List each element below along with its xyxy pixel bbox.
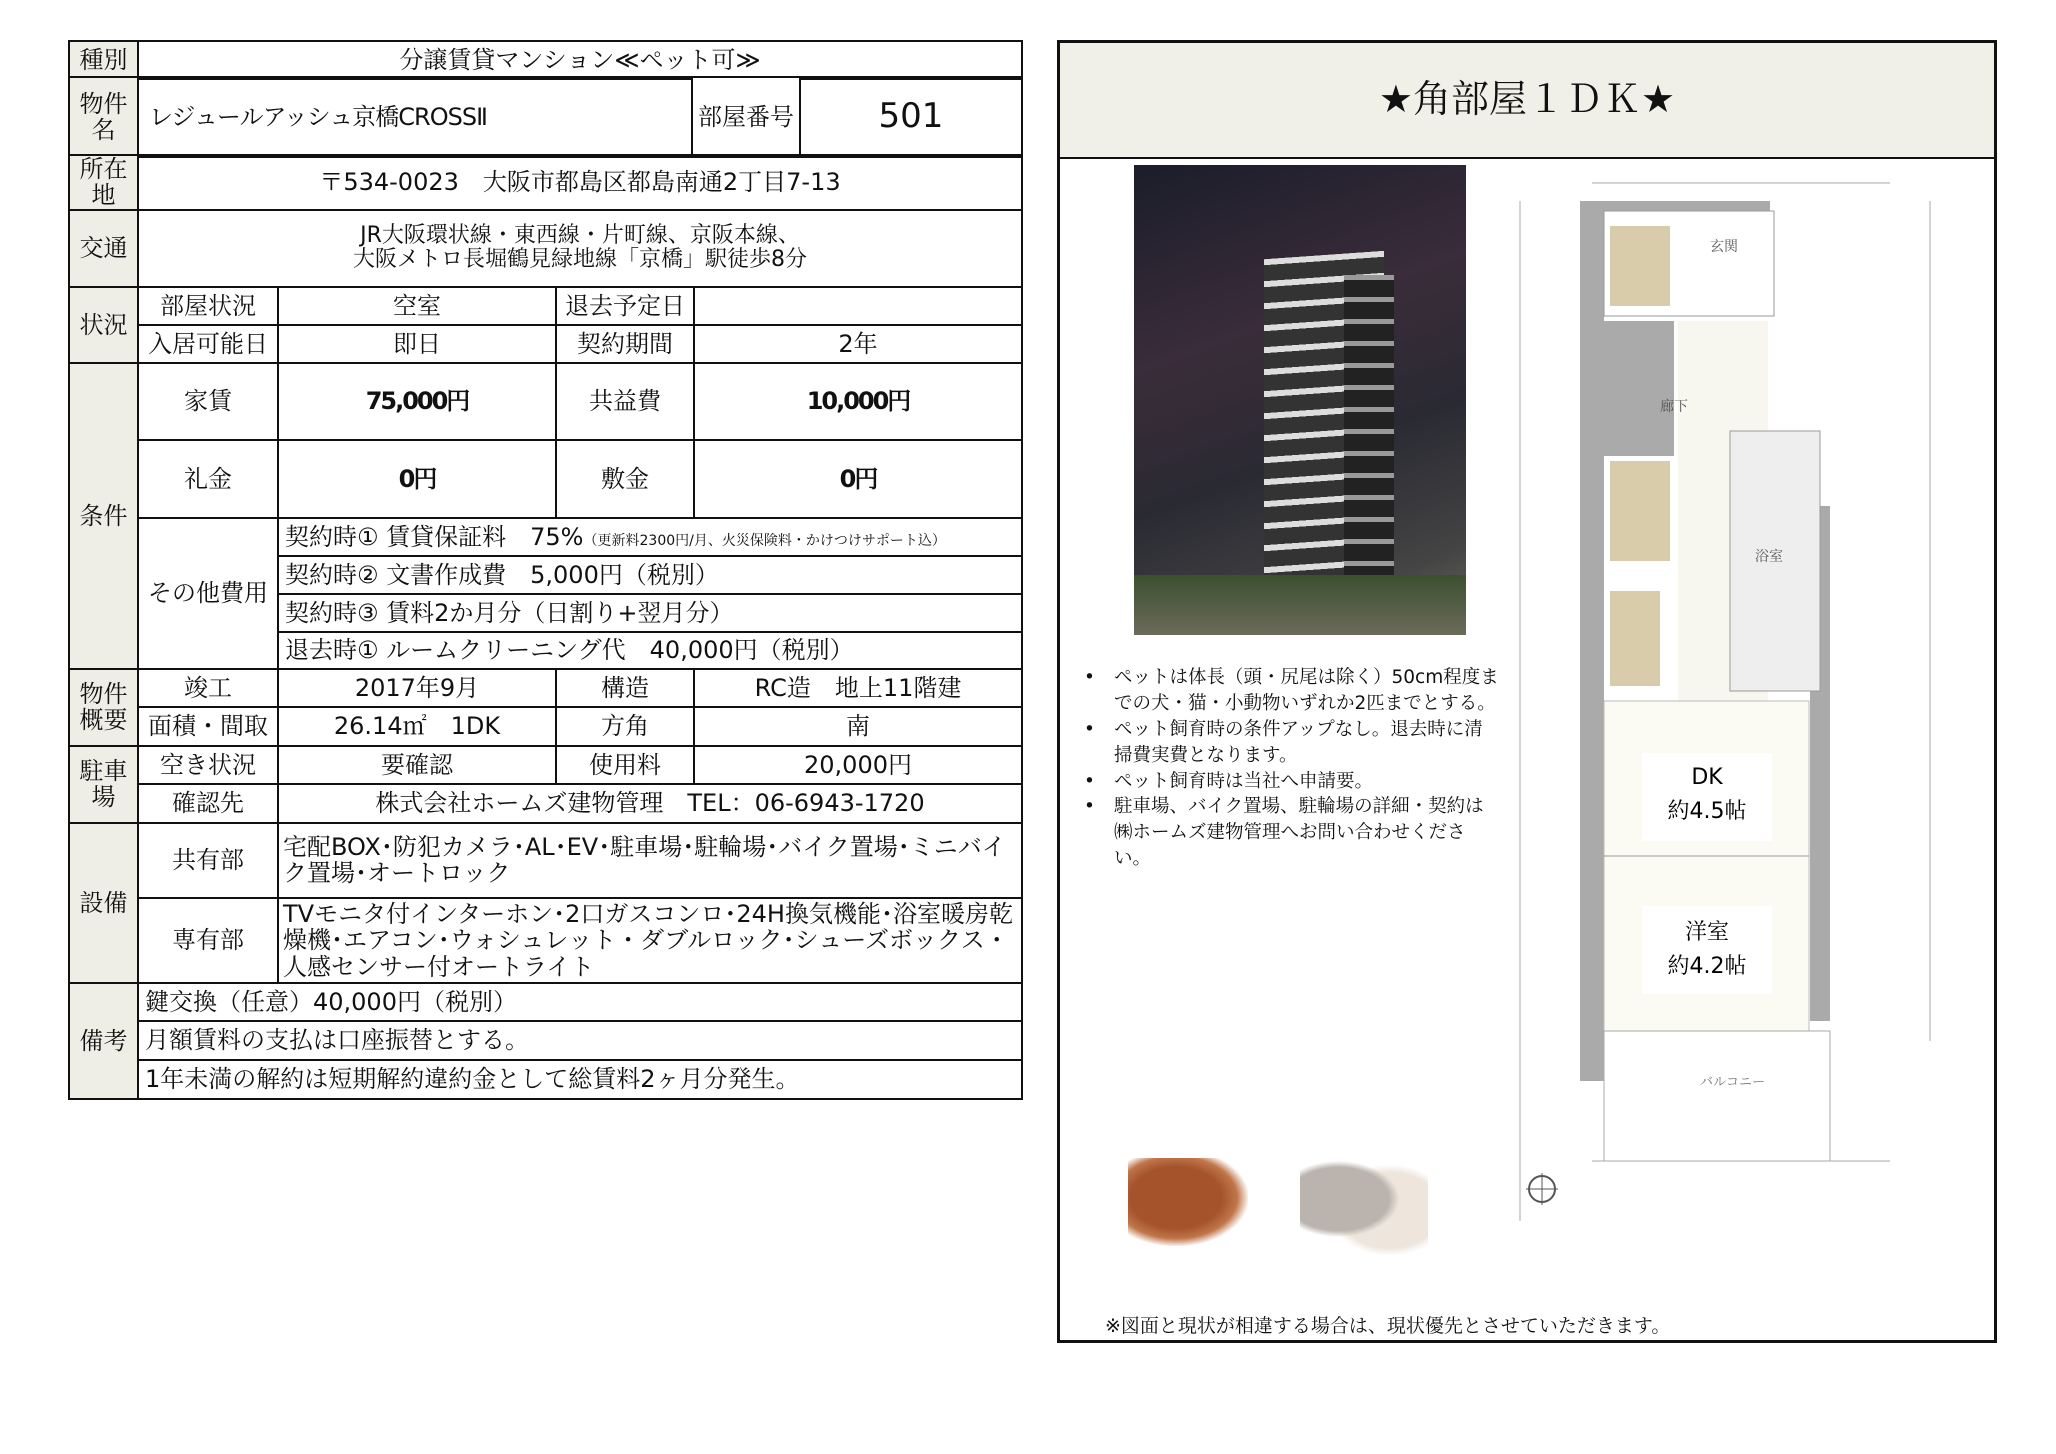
- plan-hall-label: 廊下: [1660, 399, 1688, 415]
- private-equipment: TVモニタ付インターホン･2口ガスコンロ･24H換気機能･浴室暖房乾燥機･エアコン･ウォシュレット・ダブルロック･シューズボックス・人感センサー付オートライト: [278, 898, 1022, 983]
- parking-contact: 株式会社ホームズ建物管理 TEL：06-6943-1720: [278, 784, 1022, 823]
- property-name: レジュールアッシュ京橋CROSSⅡ: [138, 77, 692, 157]
- deposit: 0円: [694, 440, 1022, 518]
- common-fee-label: 共益費: [556, 363, 694, 440]
- property-row: [68, 76, 1023, 158]
- remark-2: 月額賃料の支払は口座振替とする。: [138, 1021, 1022, 1060]
- shared-label: 共有部: [138, 823, 278, 898]
- parking-avail: 要確認: [278, 746, 556, 784]
- status-label: 状況: [69, 287, 138, 363]
- conditions-label: 条件: [69, 363, 138, 669]
- access-label: 交通: [69, 210, 138, 287]
- leave-date: [694, 287, 1022, 325]
- other-fees-label: その他費用: [138, 518, 278, 669]
- equipment-label: 設備: [69, 823, 138, 983]
- remark-1: 鍵交換（任意）40,000円（税別）: [138, 983, 1022, 1021]
- type-row: [68, 40, 1023, 80]
- plan-bath-label: 浴室: [1755, 549, 1783, 565]
- parking-contact-label: 確認先: [138, 784, 278, 823]
- rent-label: 家賃: [138, 363, 278, 440]
- feature-panel: [1057, 40, 1997, 1343]
- room-dk-name: DK: [1691, 765, 1723, 790]
- remark-3: 1年未満の解約は短期解約違約金として総賃料2ヶ月分発生。: [138, 1060, 1022, 1099]
- deposit-label: 敷金: [556, 440, 694, 518]
- parking-fee-label: 使用料: [556, 746, 694, 784]
- built-label: 竣工: [138, 669, 278, 707]
- other-fee-1: 契約時① 賃貸保証料 75%（更新料2300円/月、火災保険料・かけつけサポート込）: [278, 518, 1022, 556]
- other-fee-2: 契約時② 文書作成費 5,000円（税別）: [278, 556, 1022, 594]
- building-photo: [1134, 165, 1466, 635]
- other-fee-3: 契約時③ 賃料2か月分（日割り+翌月分）: [278, 594, 1022, 632]
- plan-entrance-label: 玄関: [1710, 239, 1738, 255]
- structure: RC造 地上11階建: [694, 669, 1022, 707]
- private-label: 専有部: [138, 898, 278, 983]
- floor-plan: [1500, 161, 1980, 1311]
- pet-note: • ペット飼育時の条件アップなし。退去時に清掃費実費となります。: [1080, 717, 1500, 769]
- access-line1: JR大阪環状線・東西線・片町線、京阪本線、: [360, 223, 800, 249]
- panel-title: ★角部屋１ＤＫ★: [1060, 43, 1994, 159]
- direction-label: 方角: [556, 707, 694, 746]
- direction: 南: [694, 707, 1022, 746]
- room-dk-size: 約4.5帖: [1667, 799, 1747, 824]
- pet-note: • 駐車場、バイク置場、駐輪場の詳細・契約は㈱ホームズ建物管理へお問い合わせください。: [1080, 794, 1500, 872]
- pet-note: • ペット飼育時は当社へ申請要。: [1080, 769, 1500, 795]
- room-western-name: 洋室: [1684, 920, 1730, 945]
- key-money: 0円: [278, 440, 556, 518]
- rent: 75,000円: [278, 363, 556, 440]
- room-status-label: 部屋状況: [138, 287, 278, 325]
- type-label: 種別: [69, 41, 138, 79]
- structure-label: 構造: [556, 669, 694, 707]
- key-money-label: 礼金: [138, 440, 278, 518]
- shared-equipment: 宅配BOX･防犯カメラ･AL･EV･駐車場･駐輪場･バイク置場･ミニバイク置場･オートロック: [278, 823, 1022, 898]
- address-value: 〒534-0023 大阪市都島区都島南通2丁目7-13: [138, 155, 1022, 210]
- dog-photo: [1128, 1158, 1248, 1246]
- parking-label: 駐車場: [69, 746, 138, 823]
- pet-notes: [1080, 665, 1500, 872]
- cats-photo: [1300, 1143, 1428, 1255]
- other-fee-4: 退去時① ルームクリーニング代 40,000円（税別）: [278, 632, 1022, 669]
- room-number: 501: [800, 77, 1022, 157]
- overview-label: 物件概要: [69, 669, 138, 746]
- common-fee: 10,000円: [694, 363, 1022, 440]
- drawing-note: ※図面と現状が相違する場合は、現状優先とさせていただきます。: [1105, 1315, 1671, 1337]
- type-value: 分譲賃貸マンション≪ペット可≫: [138, 41, 1022, 79]
- term: 2年: [694, 325, 1022, 363]
- movein: 即日: [278, 325, 556, 363]
- built: 2017年9月: [278, 669, 556, 707]
- access-line2: 大阪メトロ長堀鶴見緑地線「京橋」駅徒歩8分: [353, 247, 807, 273]
- pet-note: • ペットは体長（頭・尻尾は除く）50cm程度までの犬・猫・小動物いずれか2匹までとする。: [1080, 665, 1500, 717]
- leave-label: 退去予定日: [556, 287, 694, 325]
- property-label: 物件名: [69, 77, 138, 157]
- area-label: 面積・間取: [138, 707, 278, 746]
- wall: [1580, 201, 1604, 1081]
- parking-avail-label: 空き状況: [138, 746, 278, 784]
- address-label: 所在地: [69, 155, 138, 210]
- parking-fee: 20,000円: [694, 746, 1022, 784]
- term-label: 契約期間: [556, 325, 694, 363]
- plan-balcony-label: バルコニー: [1700, 1075, 1766, 1090]
- remarks-label: 備考: [69, 983, 138, 1099]
- room-number-label: 部屋番号: [692, 77, 800, 157]
- compass-icon: [1526, 1173, 1558, 1205]
- area: 26.14㎡ 1DK: [278, 707, 556, 746]
- room-status: 空室: [278, 287, 556, 325]
- movein-label: 入居可能日: [138, 325, 278, 363]
- room-western-size: 約4.2帖: [1667, 954, 1747, 979]
- info-table: [68, 154, 1023, 1100]
